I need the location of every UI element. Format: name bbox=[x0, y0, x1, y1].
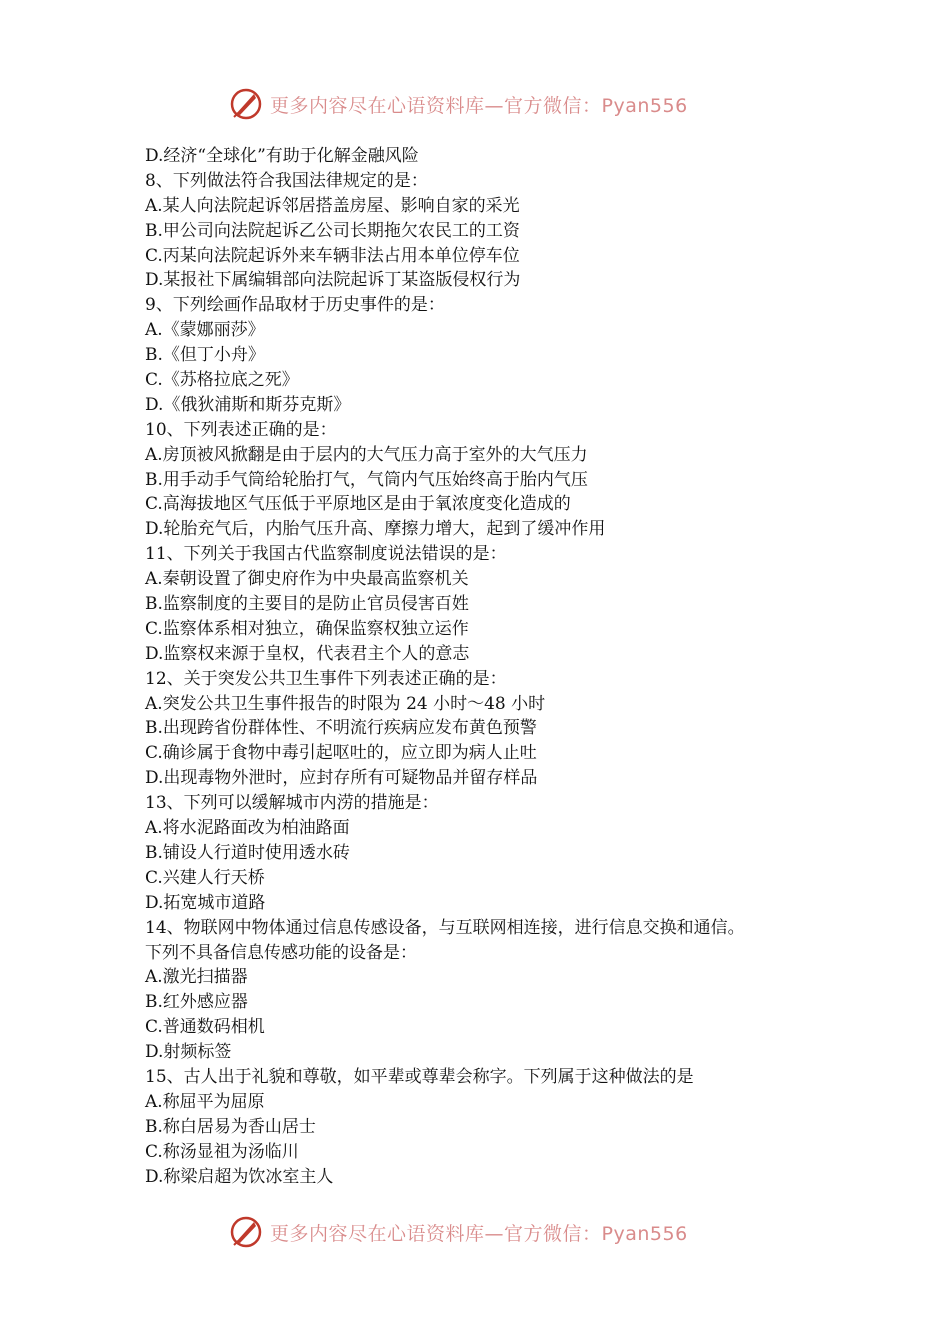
text-line: A.称屈平为屈原 bbox=[145, 1091, 265, 1112]
text-line: 11、下列关于我国古代监察制度说法错误的是： bbox=[145, 544, 507, 565]
text-line: A.房顶被风掀翻是由于层内的大气压力高于室外的大气压力 bbox=[145, 444, 588, 465]
text-line: A.将水泥路面改为柏油路面 bbox=[145, 818, 350, 839]
text-line: 14、物联网中物体通过信息传感设备，与互联网相连接，进行信息交换和通信。 bbox=[145, 917, 745, 938]
text-line: 9、下列绘画作品取材于历史事件的是： bbox=[145, 295, 445, 316]
footer-watermark-banner bbox=[228, 1212, 748, 1252]
text-line: A.突发公共卫生事件报告的时限为 24 小时～48 小时 bbox=[145, 693, 546, 714]
text-line: 10、下列表述正确的是： bbox=[145, 419, 337, 440]
text-line: A.秦朝设置了御史府作为中央最高监察机关 bbox=[145, 569, 469, 590]
text-line: D.射频标签 bbox=[145, 1042, 232, 1063]
text-line: D.《俄狄浦斯和斯芬克斯》 bbox=[145, 394, 351, 415]
quill-logo-icon bbox=[228, 1214, 264, 1250]
quill-logo-icon bbox=[228, 86, 264, 122]
text-line: C.丙某向法院起诉外来车辆非法占用本单位停车位 bbox=[145, 245, 520, 266]
footer-banner-text: 更多内容尽在心语资料库—官方微信：Pyan556 bbox=[270, 1222, 688, 1245]
text-line: D.监察权来源于皇权，代表君主个人的意志 bbox=[145, 643, 470, 664]
text-line: 8、下列做法符合我国法律规定的是： bbox=[145, 170, 428, 191]
text-line: B.监察制度的主要目的是防止官员侵害百姓 bbox=[145, 594, 469, 615]
text-line: D.出现毒物外泄时，应封存所有可疑物品并留存样品 bbox=[145, 768, 538, 789]
header-banner-text: 更多内容尽在心语资料库—官方微信：Pyan556 bbox=[270, 94, 688, 117]
text-line: D.拓宽城市道路 bbox=[145, 892, 266, 913]
text-line: B.称白居易为香山居士 bbox=[145, 1116, 316, 1137]
text-line: 12、关于突发公共卫生事件下列表述正确的是： bbox=[145, 668, 507, 689]
text-line: 13、下列可以缓解城市内涝的措施是： bbox=[145, 793, 439, 814]
text-line: A.某人向法院起诉邻居搭盖房屋、影响自家的采光 bbox=[145, 195, 520, 216]
text-line: C.《苏格拉底之死》 bbox=[145, 370, 299, 391]
header-watermark-banner bbox=[228, 84, 748, 124]
text-line: B.《但丁小舟》 bbox=[145, 345, 265, 366]
text-line: 下列不具备信息传感功能的设备是： bbox=[145, 942, 417, 963]
text-line: D.经济“全球化”有助于化解金融风险 bbox=[145, 146, 419, 166]
text-line: B.用手动手气筒给轮胎打气，气筒内气压始终高于胎内气压 bbox=[145, 469, 588, 490]
text-line: C.兴建人行天桥 bbox=[145, 867, 265, 888]
text-line: C.监察体系相对独立，确保监察权独立运作 bbox=[145, 618, 469, 639]
text-line: A.激光扫描器 bbox=[145, 967, 248, 988]
text-line: 15、古人出于礼貌和尊敬，如平辈或尊辈会称字。下列属于这种做法的是 bbox=[145, 1066, 694, 1087]
text-line: C.普通数码相机 bbox=[145, 1017, 265, 1038]
text-line: C.称汤显祖为汤临川 bbox=[145, 1141, 299, 1162]
text-line: D.某报社下属编辑部向法院起诉丁某盗版侵权行为 bbox=[145, 270, 521, 291]
text-line: D.轮胎充气后，内胎气压升高、摩擦力增大，起到了缓冲作用 bbox=[145, 519, 606, 540]
text-line: A.《蒙娜丽莎》 bbox=[145, 320, 265, 341]
text-line: B.出现跨省份群体性、不明流行疾病应发布黄色预警 bbox=[145, 718, 537, 739]
text-line: C.高海拔地区气压低于平原地区是由于氧浓度变化造成的 bbox=[145, 494, 571, 515]
text-line: C.确诊属于食物中毒引起呕吐的，应立即为病人止吐 bbox=[145, 743, 537, 764]
text-line: B.红外感应器 bbox=[145, 992, 248, 1013]
text-line: B.铺设人行道时使用透水砖 bbox=[145, 842, 350, 863]
document-body bbox=[145, 144, 845, 1189]
text-line: B.甲公司向法院起诉乙公司长期拖欠农民工的工资 bbox=[145, 220, 520, 241]
text-line: D.称梁启超为饮冰室主人 bbox=[145, 1166, 334, 1187]
